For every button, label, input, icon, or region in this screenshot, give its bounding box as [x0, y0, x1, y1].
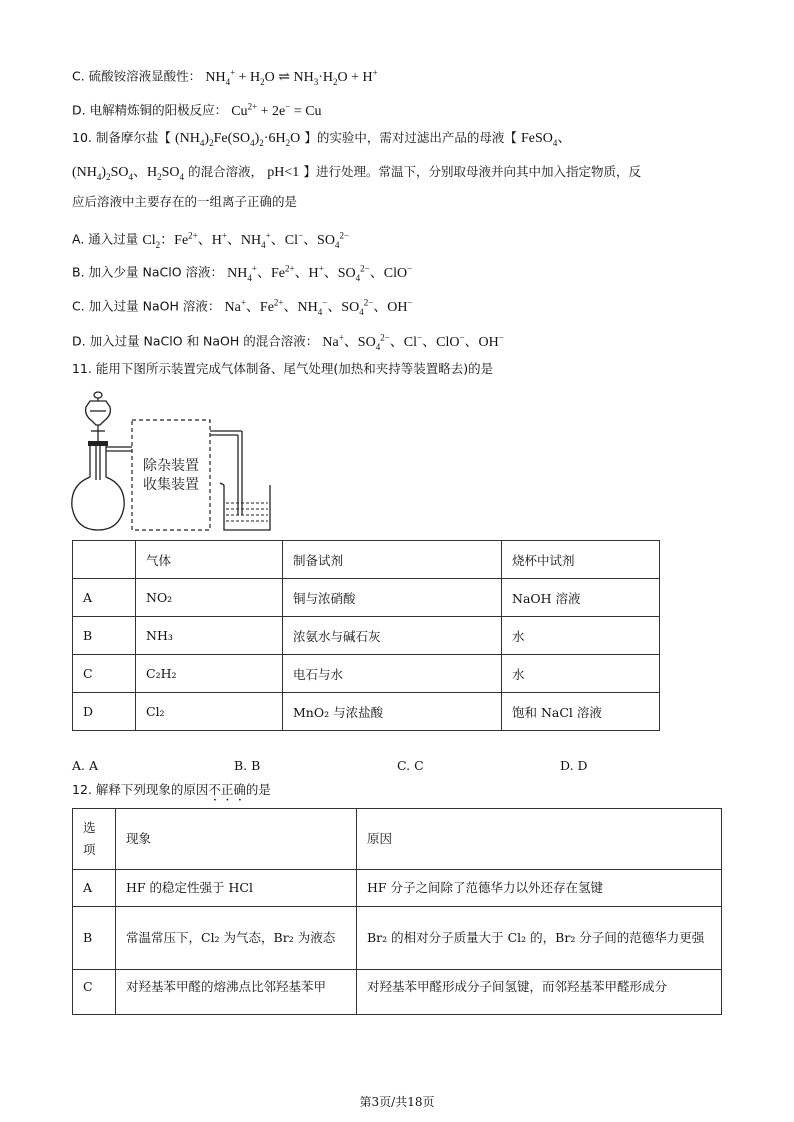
- q10-ph: pH<1: [267, 165, 300, 180]
- q11-option-d: D. D: [560, 758, 588, 773]
- q12-stem-part1: 12. 解释下列现象的原因: [72, 782, 209, 797]
- q10a-ions: $Cl_2$：$Fe^{2+}$、H+、$NH_4^+$、Cl−、$SO_4^{2-}$: [142, 230, 350, 250]
- table-cell: 对羟基苯甲醛形成分子间氢键，而邻羟基苯甲醛形成分: [357, 970, 722, 1015]
- q10a-label: A. 通入过量: [72, 231, 139, 247]
- table-cell: NH₃: [136, 617, 283, 655]
- table-cell: 饱和 NaCl 溶液: [502, 693, 660, 731]
- header-cell: 烧杯中试剂: [502, 541, 660, 579]
- header-cell: 现象: [116, 809, 357, 870]
- q10-stem-part1: 10. 制备摩尔盐【: [72, 130, 171, 145]
- q10-stem-part2: 】的实验中，需对过滤出产品的母液【: [304, 130, 517, 145]
- table-cell: 电石与水: [283, 655, 502, 693]
- q9c-label: C. 硫酸铵溶液显酸性：: [72, 68, 202, 84]
- q10-mix-formula: $(NH_4)_2SO_4$、$H_2SO_4$: [72, 165, 184, 182]
- q11-table: [72, 540, 660, 731]
- q10-option-b: [72, 258, 412, 287]
- q10-mohr-salt-formula: $(NH_4)_2Fe(SO_4)_2\cdot 6H_2O$: [175, 131, 301, 148]
- header-cell: 制备试剂: [283, 541, 502, 579]
- table-cell: 水: [502, 617, 660, 655]
- table-cell: 对羟基苯甲醛的熔沸点比邻羟基苯甲: [116, 970, 357, 1015]
- q10-stem-part5: 应后溶液中主要存在的一组离子正确的是: [72, 194, 298, 209]
- table-cell: C: [73, 655, 136, 693]
- q10-feso4: FeSO$_4$、: [521, 131, 572, 148]
- header-cell: 气体: [136, 541, 283, 579]
- q12-emphasis-text: 不正确: [208, 782, 246, 797]
- q10c-ions: Na+、$Fe^{2+}$、$NH_4^-$、$SO_4^{2-}$、OH−: [224, 297, 413, 317]
- table-row: [73, 579, 660, 617]
- table-cell: C₂H₂: [136, 655, 283, 693]
- table-cell: A: [73, 579, 136, 617]
- q11-option-c: C. C: [397, 758, 424, 773]
- header-cell: 选项: [73, 809, 116, 870]
- table-row: [73, 693, 660, 731]
- q12-stem: [72, 780, 271, 804]
- table-cell: 铜与浓硝酸: [283, 579, 502, 617]
- q9-option-d: [72, 96, 322, 122]
- box-label-line1: 除杂装置: [143, 458, 199, 474]
- q10-stem-line1: [72, 128, 571, 153]
- q11-option-a: A. A: [72, 758, 99, 773]
- table-cell: HF 的稳定性强于 HCl: [116, 870, 357, 907]
- q10-stem-line2: [72, 162, 641, 187]
- table-cell: Br₂ 的相对分子质量大于 Cl₂ 的，Br₂ 分子间的范德华力更强: [357, 907, 722, 970]
- table-cell: D: [73, 693, 136, 731]
- table-cell: C: [73, 970, 116, 1015]
- q10b-label: B. 加入少量 NaClO 溶液：: [72, 264, 224, 280]
- q10-option-c: [72, 292, 413, 321]
- table-cell: NO₂: [136, 579, 283, 617]
- q11-stem: [72, 359, 493, 380]
- table-cell: A: [73, 870, 116, 907]
- table-cell: Cl₂: [136, 693, 283, 731]
- q10-stem-part3: 的混合溶液，: [188, 164, 264, 179]
- table-row: [73, 617, 660, 655]
- q12-stem-part2: 的是: [245, 782, 271, 797]
- q9d-equation: $Cu^{2+} + 2e^- = Cu$: [231, 101, 322, 119]
- table-row: [73, 970, 722, 1015]
- q11-option-b: B. B: [234, 758, 261, 773]
- table-cell: NaOH 溶液: [502, 579, 660, 617]
- q9d-label: D. 电解精炼铜的阳极反应：: [72, 102, 228, 118]
- table-cell: 浓氨水与碱石灰: [283, 617, 502, 655]
- q10-option-a: [72, 225, 349, 254]
- q10-option-d: [72, 327, 504, 356]
- gas-apparatus-diagram: [60, 385, 300, 535]
- q10c-label: C. 加入过量 NaOH 溶液：: [72, 298, 221, 314]
- q10b-ions: $NH_4^+$、$Fe^{2+}$、H+、$SO_4^{2-}$、ClO−: [227, 263, 413, 283]
- q10-stem-line3: [72, 192, 297, 213]
- header-cell: 原因: [357, 809, 722, 870]
- q9c-equation: $NH_4^+ + H_2O$ ⇌ $NH_3\cdot H_2O + H^+$: [205, 67, 378, 87]
- table-cell: HF 分子之间除了范德华力以外还存在氢键: [357, 870, 722, 907]
- table-header-row: [73, 541, 660, 579]
- table-row: [73, 907, 722, 970]
- table-row: [73, 655, 660, 693]
- table-row: [73, 870, 722, 907]
- q12-table: [72, 808, 722, 1015]
- table-cell: B: [73, 907, 116, 970]
- table-cell: B: [73, 617, 136, 655]
- table-header-row: [73, 809, 722, 870]
- q9-option-c: [72, 62, 378, 91]
- q10d-label: D. 加入过量 NaClO 和 NaOH 的混合溶液：: [72, 333, 319, 349]
- header-cell: [73, 541, 136, 579]
- table-cell: 水: [502, 655, 660, 693]
- q10d-ions: Na+、$SO_4^{2-}$、Cl−、ClO−、OH−: [322, 332, 504, 352]
- q11-stem-text: 11. 能用下图所示装置完成气体制备、尾气处理(加热和夹持等装置略去)的是: [72, 361, 494, 376]
- table-cell: 常温常压下，Cl₂ 为气态，Br₂ 为液态: [116, 907, 357, 970]
- q10-stem-part4: 】进行处理。常温下，分别取母液并向其中加入指定物质，反: [303, 164, 641, 179]
- page-footer: 第3页/共18页: [359, 1095, 435, 1109]
- box-label-line2: 收集装置: [143, 477, 199, 493]
- table-cell: MnO₂ 与浓盐酸: [283, 693, 502, 731]
